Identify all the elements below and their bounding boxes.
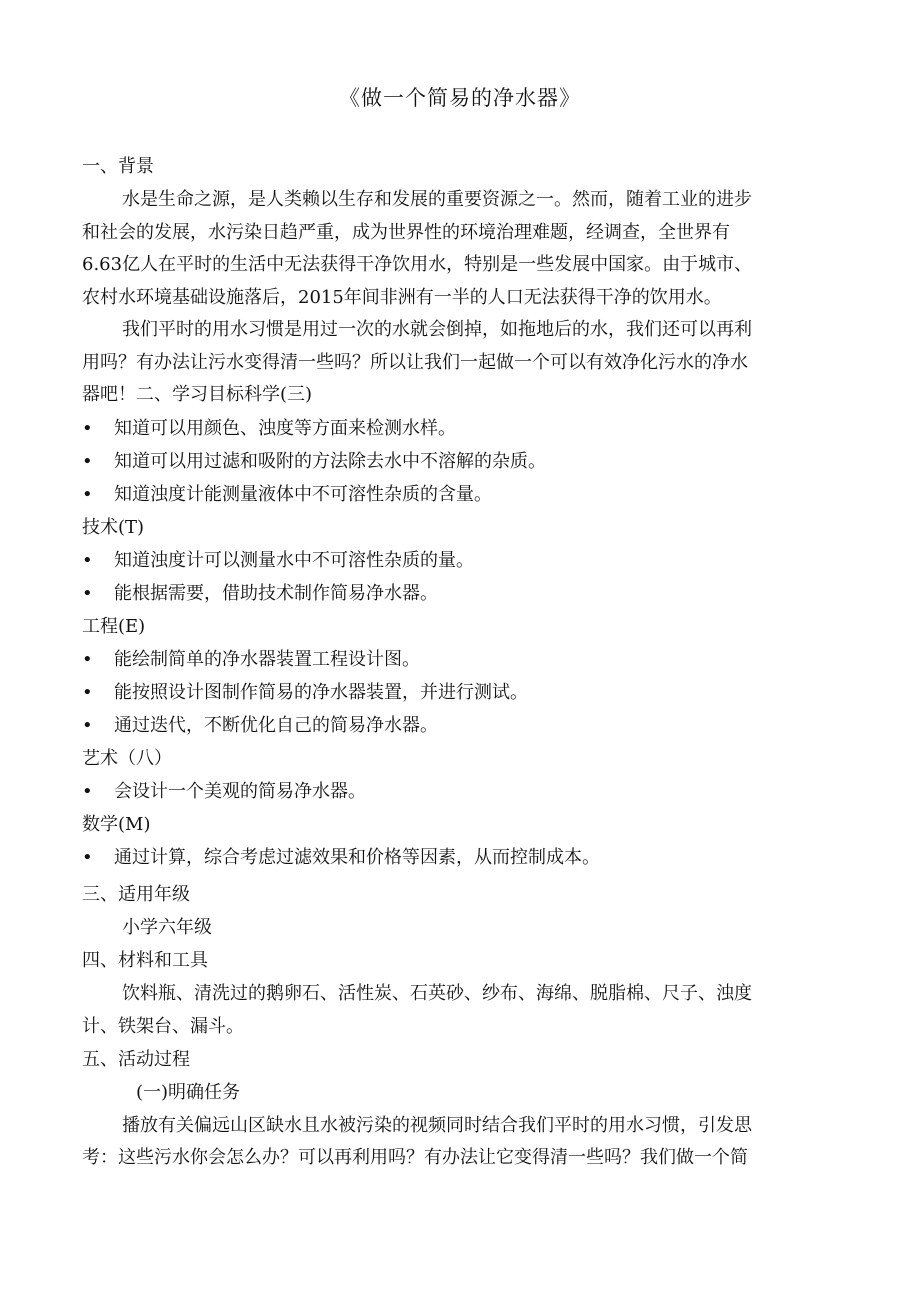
list-item-text: 通过计算，综合考虑过滤效果和价格等因素，从而控制成本。 (114, 846, 600, 868)
materials-paragraph (82, 978, 842, 1043)
section-heading-background: 一、背景 (82, 156, 154, 177)
bullet-icon: • (82, 681, 93, 703)
list-item-text: 通过迭代，不断优化自己的简易净水器。 (114, 714, 438, 736)
math-heading: 数学(M) (82, 813, 151, 835)
paragraph-line: 水是生命之源，是人类赖以生存和发展的重要资源之一。然而，随着工业的进步 (122, 189, 752, 210)
process-paragraph (82, 1110, 842, 1175)
paragraph-line: 和社会的发展，水污染日趋严重，成为世界性的环境治理难题，经调查，全世界有 (82, 221, 730, 243)
list-item (82, 643, 842, 676)
list-item (82, 709, 842, 742)
list-item (82, 445, 842, 478)
bullet-icon: • (82, 780, 93, 802)
paragraph-line: 农村水环境基础设施落后，2015年间非洲有一半的人口无法获得干净的饮用水。 (82, 286, 722, 308)
list-item (82, 841, 842, 874)
bullet-icon: • (82, 714, 93, 736)
list-item (82, 544, 842, 577)
process-subheading: (一)明确任务 (136, 1082, 241, 1103)
list-item-text: 知道可以用过滤和吸附的方法除去水中不溶解的杂质。 (114, 450, 546, 472)
bullet-icon: • (82, 483, 93, 505)
list-item (82, 775, 842, 808)
paragraph-line: 我们平时的用水习惯是用过一次的水就会倒掉，如拖地后的水，我们还可以再利 (122, 319, 752, 340)
list-item-text: 知道浊度计能测量液体中不可溶性杂质的含量。 (114, 483, 492, 505)
bullet-icon: • (82, 417, 93, 439)
section-heading-process: 五、活动过程 (82, 1049, 190, 1070)
math-goals-list (82, 841, 842, 874)
list-item (82, 577, 842, 610)
paragraph-line: 考：这些污水你会怎么办？可以再利用吗？有办法让它变得清一些吗？我们做一个简 (82, 1147, 748, 1168)
background-paragraph-2 (82, 314, 842, 412)
paragraph-line: 饮料瓶、清洗过的鹅卵石、活性炭、石英砂、纱布、海绵、脱脂棉、尺子、浊度 (122, 983, 752, 1004)
paragraph-line: 计、铁架台、漏斗。 (82, 1015, 244, 1037)
tech-heading: 技术(T) (82, 516, 145, 538)
section-heading-grade: 三、适用年级 (82, 883, 190, 905)
list-item-text: 知道浊度计可以测量水中不可溶性杂质的量。 (114, 549, 474, 571)
science-goals-list (82, 412, 842, 511)
bullet-icon: • (82, 846, 93, 868)
list-item (82, 676, 842, 709)
list-item (82, 478, 842, 511)
list-item-text: 能根据需要，借助技术制作简易净水器。 (114, 582, 438, 604)
paragraph-line: 6.63亿人在平时的生活中无法获得干净饮用水，特别是一些发展中国家。由于城市、 (82, 254, 753, 275)
grade-text: 小学六年级 (122, 916, 212, 938)
list-item-text: 能绘制简单的净水器装置工程设计图。 (114, 648, 420, 670)
bullet-icon: • (82, 549, 93, 571)
list-item-text: 能按照设计图制作简易的净水器装置，并进行测试。 (114, 681, 528, 703)
list-item-text: 知道可以用颜色、浊度等方面来检测水样。 (114, 417, 456, 439)
paragraph-line: 播放有关偏远山区缺水且水被污染的视频同时结合我们平时的用水习惯，引发思 (122, 1114, 752, 1136)
art-heading: 艺术（八） (82, 747, 172, 769)
bullet-icon: • (82, 582, 93, 604)
engineering-heading: 工程(E) (82, 615, 146, 637)
engineering-goals-list (82, 643, 842, 742)
section-heading-materials: 四、材料和工具 (82, 950, 208, 971)
art-goals-list (82, 775, 842, 808)
background-paragraph-1 (82, 184, 842, 314)
paragraph-line: 用吗？有办法让污水变得清一些吗？所以让我们一起做一个可以有效净化污水的净水 (82, 351, 748, 373)
list-item-text: 会设计一个美观的简易净水器。 (114, 780, 366, 802)
list-item (82, 412, 842, 445)
tech-goals-list (82, 544, 842, 610)
document-title: 《做一个简易的净水器》 (339, 86, 581, 110)
bullet-icon: • (82, 648, 93, 670)
paragraph-line: 器吧！二、学习目标科学(三) (82, 384, 313, 405)
bullet-icon: • (82, 450, 93, 472)
document-body (82, 150, 842, 1175)
